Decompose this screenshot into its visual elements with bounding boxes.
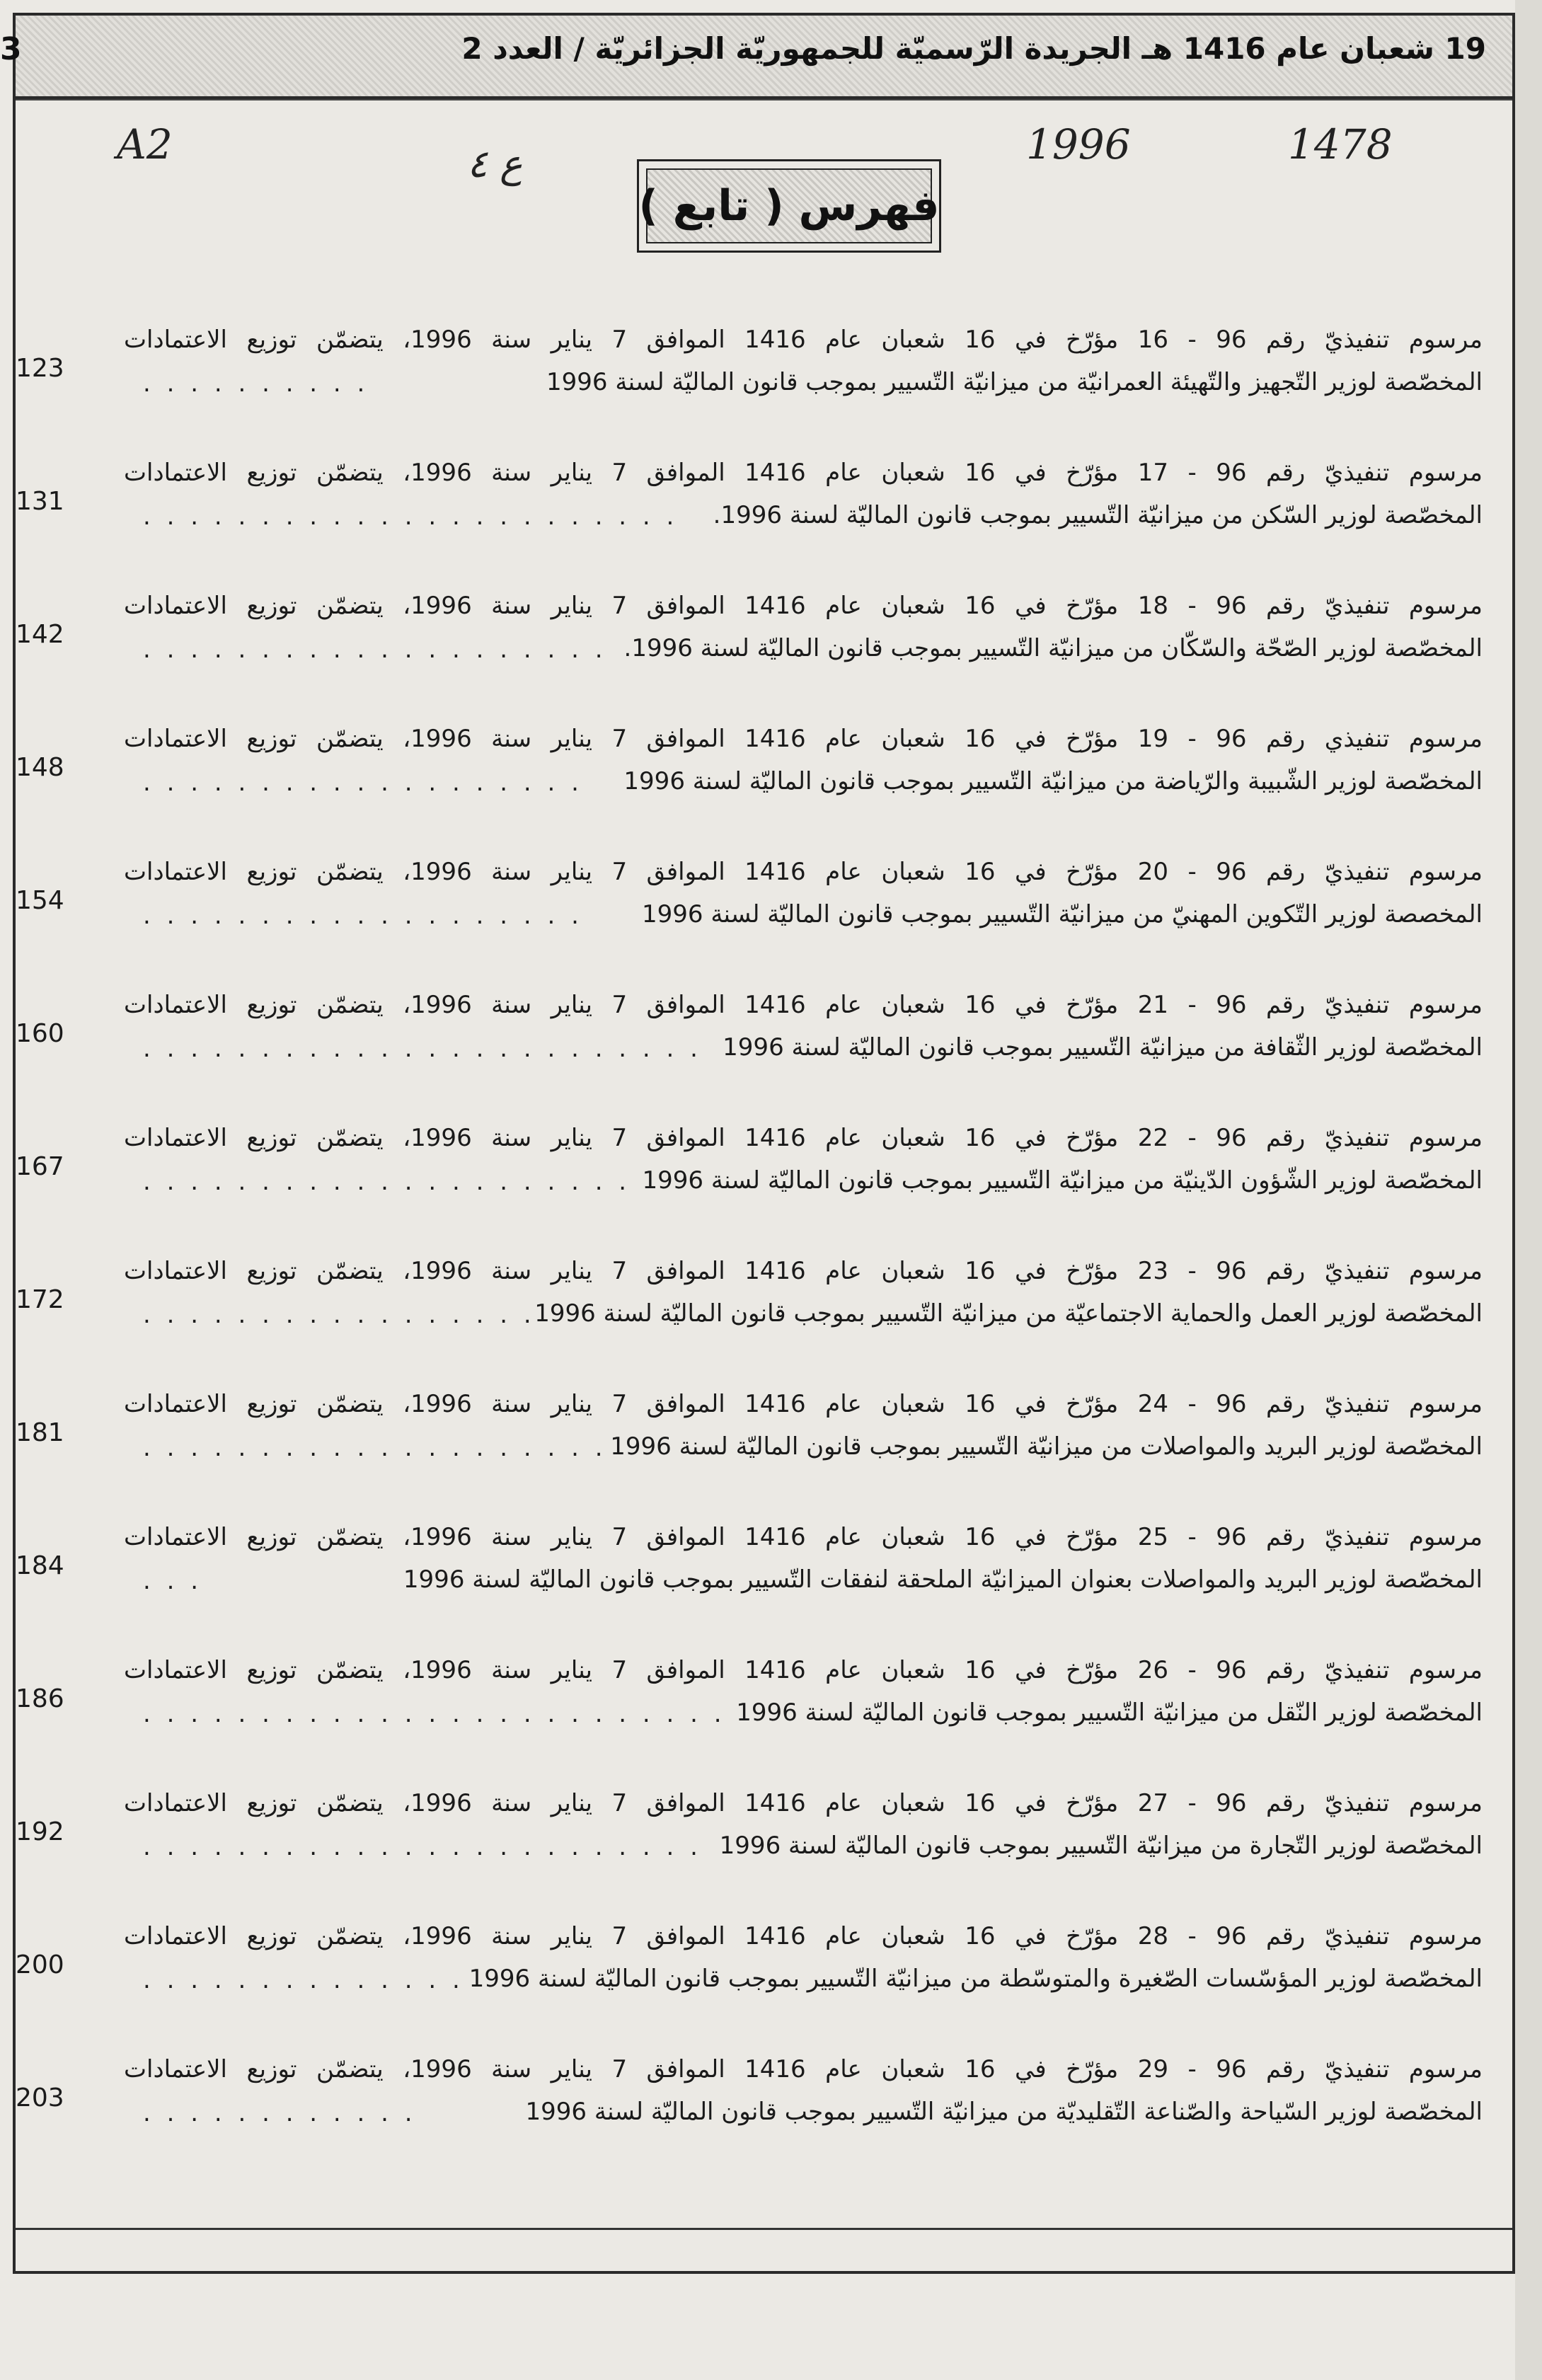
entry-subject-line: المخصّصة لوزير البريد والمواصلات من ميزانيّة التّسيير بموجب قانون الماليّة لسنة 1996: [610, 1432, 1483, 1461]
entry-leader-dots: . . . . . . . . . . . .: [143, 2099, 417, 2127]
entry-page-number: 160: [16, 1019, 64, 1048]
index-entry: [16, 444, 1512, 577]
entry-leader-dots: . . . . . . . . . . . . . . . . . . . . . . .: [143, 502, 679, 531]
entry-leader-dots: . . . . . . . . . . . . . . . . . . . . .: [143, 1168, 631, 1196]
index-entry: [16, 1775, 1512, 1908]
entry-decree-line: مرسوم تنفيذيّ رقم 96 - 24 مؤرّخ في 16 شعبان عام 1416 الموافق 7 يناير سنة 1996، يتضمّن توزيع الاعتمادات: [124, 1390, 1483, 1418]
entry-page-number: 148: [16, 753, 64, 782]
entry-subject-line: المخصّصة لوزير السّياحة والصّناعة التّقليديّة من ميزانيّة التّسيير بموجب قانون الماليّة لسنة 1996: [525, 2098, 1483, 2126]
index-entry: [16, 711, 1512, 844]
index-entry: [16, 844, 1512, 977]
entry-decree-line: مرسوم تنفيذيّ رقم 96 - 16 مؤرّخ في 16 شعبان عام 1416 الموافق 7 يناير سنة 1996، يتضمّن توزيع الاعتمادات: [124, 326, 1483, 354]
entry-leader-dots: . . . . . . . . . . . . . . . . . . .: [143, 902, 583, 930]
entry-subject-line: المخصّصة لوزير التّجارة من ميزانيّة التّسيير بموجب قانون الماليّة لسنة 1996: [719, 1832, 1483, 1860]
entry-decree-line: مرسوم تنفيذيّ رقم 96 - 27 مؤرّخ في 16 شعبان عام 1416 الموافق 7 يناير سنة 1996، يتضمّن توزيع الاعتمادات: [124, 1789, 1483, 1817]
scan-edge: [1515, 0, 1542, 2380]
entry-decree-line: مرسوم تنفيذيّ رقم 96 - 26 مؤرّخ في 16 شعبان عام 1416 الموافق 7 يناير سنة 1996، يتضمّن توزيع الاعتمادات: [124, 1656, 1483, 1684]
index-entry: [16, 2041, 1512, 2174]
entry-page-number: 186: [16, 1684, 64, 1713]
entry-subject-line: المخصّصة لوزير التّجهيز والتّهيئة العمرانيّة من ميزانيّة التّسيير بموجب قانون الماليّة لسنة 1996: [546, 368, 1483, 396]
entry-leader-dots: . . . . . . . . . . . . . .: [143, 1966, 464, 1994]
entry-page-number: 181: [16, 1418, 64, 1447]
entry-decree-line: مرسوم تنفيذيّ رقم 96 - 21 مؤرّخ في 16 شعبان عام 1416 الموافق 7 يناير سنة 1996، يتضمّن توزيع الاعتمادات: [124, 991, 1483, 1019]
page-number: 3: [0, 31, 22, 67]
entry-page-number: 123: [16, 354, 64, 383]
entry-decree-line: مرسوم تنفيذيّ رقم 96 - 29 مؤرّخ في 16 شعبان عام 1416 الموافق 7 يناير سنة 1996، يتضمّن توزيع الاعتمادات: [124, 2055, 1483, 2083]
entry-leader-dots: . . . . . . . . . . . . . . . . . . . . . . . . .: [143, 1700, 726, 1728]
running-header: 19 شعبان عام 1416 هـ الجريدة الرّسميّة للجمهوريّة الجزائريّة / العدد 2: [461, 31, 1486, 66]
entry-page-number: 200: [16, 1950, 64, 1979]
index-entry: [16, 577, 1512, 711]
entry-subject-line: المخصّصة لوزير البريد والمواصلات بعنوان الميزانيّة الملحقة لنفقات التّسيير بموجب قانون الماليّة لسنة 1996: [403, 1565, 1483, 1594]
entry-decree-line: مرسوم تنفيذيّ رقم 96 - 18 مؤرّخ في 16 شعبان عام 1416 الموافق 7 يناير سنة 1996، يتضمّن توزيع الاعتمادات: [124, 592, 1483, 620]
index-entry: [16, 1642, 1512, 1775]
index-title-panel: [638, 168, 940, 243]
entry-page-number: 172: [16, 1285, 64, 1314]
index-entry: [16, 1243, 1512, 1376]
entry-decree-line: مرسوم تنفيذيّ رقم 96 - 20 مؤرّخ في 16 شعبان عام 1416 الموافق 7 يناير سنة 1996، يتضمّن توزيع الاعتمادات: [124, 858, 1483, 886]
entry-decree-line: مرسوم تنفيذيّ رقم 96 - 23 مؤرّخ في 16 شعبان عام 1416 الموافق 7 يناير سنة 1996، يتضمّن توزيع الاعتمادات: [124, 1257, 1483, 1285]
entry-page-number: 154: [16, 886, 64, 915]
entry-page-number: 131: [16, 487, 64, 516]
handwritten-arabic-note: ع ٤: [467, 142, 523, 186]
entry-leader-dots: . . . . . . . . . . . . . . . . . . . . . . . .: [143, 1833, 702, 1861]
entry-decree-line: مرسوم تنفيذي رقم 96 - 19 مؤرّخ في 16 شعبان عام 1416 الموافق 7 يناير سنة 1996، يتضمّن توزيع الاعتمادات: [124, 725, 1483, 753]
entry-decree-line: مرسوم تنفيذيّ رقم 96 - 28 مؤرّخ في 16 شعبان عام 1416 الموافق 7 يناير سنة 1996، يتضمّن توزيع الاعتمادات: [124, 1922, 1483, 1950]
entry-subject-line: المخصّصة لوزير السّكن من ميزانيّة التّسيير بموجب قانون الماليّة لسنة 1996.: [713, 501, 1483, 529]
index-entry: [16, 1110, 1512, 1243]
index-title: فهرس ( تابع ): [638, 181, 940, 231]
entry-leader-dots: . . .: [143, 1567, 203, 1595]
entry-subject-line: المخصّصة لوزير العمل والحماية الاجتماعيّة من ميزانيّة التّسيير بموجب قانون الماليّة لسنة 1996: [534, 1299, 1483, 1328]
entry-page-number: 142: [16, 620, 64, 649]
index-entries: [16, 311, 1512, 2174]
index-entry: [16, 1509, 1512, 1642]
entry-subject-line: المخصّصة لوزير الشّؤون الدّينيّة من ميزانيّة التّسيير بموجب قانون الماليّة لسنة 1996: [642, 1166, 1483, 1195]
entry-page-number: 184: [16, 1551, 64, 1580]
bottom-rule: [16, 2228, 1512, 2230]
handwritten-year: 1996: [1026, 120, 1131, 168]
entry-subject-line: المخصّصة لوزير النّقل من ميزانيّة التّسيير بموجب قانون الماليّة لسنة 1996: [736, 1698, 1483, 1727]
entry-subject-line: المخصّصة لوزير المؤسّسات الصّغيرة والمتوسّطة من ميزانيّة التّسيير بموجب قانون الماليّة لسنة 1996: [468, 1965, 1483, 1993]
entry-page-number: 192: [16, 1817, 64, 1846]
entry-decree-line: مرسوم تنفيذيّ رقم 96 - 25 مؤرّخ في 16 شعبان عام 1416 الموافق 7 يناير سنة 1996، يتضمّن توزيع الاعتمادات: [124, 1523, 1483, 1551]
entry-leader-dots: . . . . . . . . . . . . . . . . . . . .: [143, 1434, 607, 1462]
entry-leader-dots: . . . . . . . . . .: [143, 369, 369, 398]
entry-decree-line: مرسوم تنفيذيّ رقم 96 - 17 مؤرّخ في 16 شعبان عام 1416 الموافق 7 يناير سنة 1996، يتضمّن توزيع الاعتمادات: [124, 459, 1483, 487]
handwritten-ref: A2: [117, 120, 173, 168]
entry-leader-dots: . . . . . . . . . . . . . . . . . . . .: [143, 636, 607, 664]
index-entry: [16, 1376, 1512, 1509]
entry-leader-dots: . . . . . . . . . . . . . . . . .: [143, 1301, 536, 1329]
index-entry: [16, 311, 1512, 444]
index-entry: [16, 1908, 1512, 2041]
entry-decree-line: مرسوم تنفيذيّ رقم 96 - 22 مؤرّخ في 16 شعبان عام 1416 الموافق 7 يناير سنة 1996، يتضمّن توزيع الاعتمادات: [124, 1124, 1483, 1152]
entry-subject-line: المخصصة لوزير التّكوين المهنيّ من ميزانيّة التّسيير بموجب قانون الماليّة لسنة 1996: [641, 900, 1483, 929]
index-entry: [16, 977, 1512, 1110]
index-title-box: [637, 159, 941, 253]
header-divider: [16, 99, 1512, 100]
handwritten-number: 1478: [1288, 120, 1393, 168]
entry-page-number: 203: [16, 2083, 64, 2112]
entry-subject-line: المخصّصة لوزير الصّحّة والسّكّان من ميزانيّة التّسيير بموجب قانون الماليّة لسنة 1996.: [623, 634, 1483, 662]
entry-leader-dots: . . . . . . . . . . . . . . . . . . .: [143, 769, 583, 797]
entry-subject-line: المخصّصة لوزير الثّقافة من ميزانيّة التّسيير بموجب قانون الماليّة لسنة 1996: [723, 1033, 1483, 1062]
entry-subject-line: المخصّصة لوزير الشّبيبة والرّياضة من ميزانيّة التّسيير بموجب قانون الماليّة لسنة 1996: [623, 767, 1483, 795]
entry-leader-dots: . . . . . . . . . . . . . . . . . . . . . . . .: [143, 1035, 702, 1063]
entry-page-number: 167: [16, 1152, 64, 1181]
